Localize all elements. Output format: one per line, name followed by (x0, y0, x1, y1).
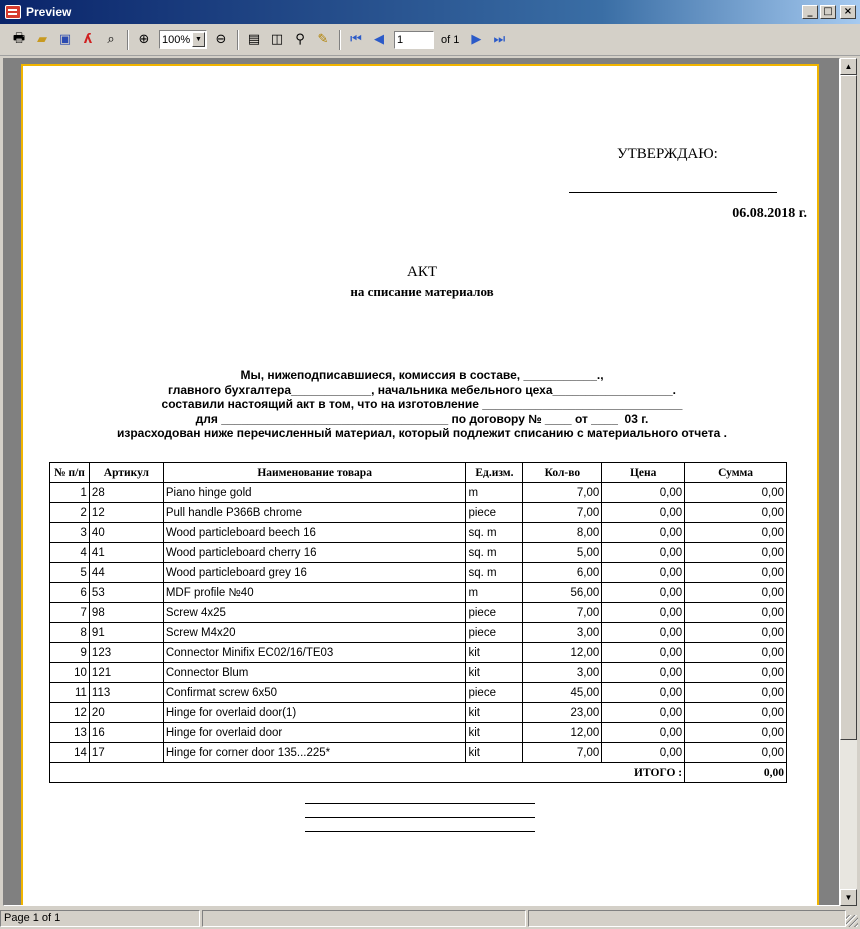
cell-no: 8 (50, 623, 90, 643)
cell-sum: 0,00 (685, 723, 787, 743)
cell-no: 9 (50, 643, 90, 663)
page-number-input[interactable] (394, 31, 434, 49)
cell-sum: 0,00 (685, 543, 787, 563)
cell-price: 0,00 (602, 723, 685, 743)
cell-no: 6 (50, 583, 90, 603)
col-header-article: Артикул (89, 463, 163, 483)
signature-line (305, 817, 535, 831)
table-row (50, 563, 787, 583)
cell-sum: 0,00 (685, 503, 787, 523)
toolbar-separator (127, 30, 129, 50)
cell-no: 1 (50, 483, 90, 503)
cell-article: 41 (89, 543, 163, 563)
cell-unit: kit (466, 643, 523, 663)
intro-text (23, 368, 821, 441)
signature-line (305, 803, 535, 817)
cell-name: Wood particleboard beech 16 (163, 523, 466, 543)
document-subtitle: на списание материалов (350, 284, 494, 299)
cell-article: 91 (89, 623, 163, 643)
cell-name: Connector Minifix EC02/16/TE03 (163, 643, 466, 663)
preview-workspace[interactable] (3, 58, 840, 906)
table-row (50, 723, 787, 743)
outline-icon[interactable]: ◫ (270, 32, 284, 47)
table-row (50, 663, 787, 683)
cell-unit: m (466, 483, 523, 503)
status-cell (528, 910, 846, 927)
cell-qty: 3,00 (523, 663, 602, 683)
table-row (50, 643, 787, 663)
document-title: АКТ (407, 264, 437, 280)
cell-name: Pull handle P366B chrome (163, 503, 466, 523)
table-row (50, 523, 787, 543)
prev-page-icon[interactable]: ◀ (374, 32, 384, 47)
table-row (50, 583, 787, 603)
cell-qty: 7,00 (523, 483, 602, 503)
cell-name: Piano hinge gold (163, 483, 466, 503)
cell-sum: 0,00 (685, 603, 787, 623)
signature-line (305, 831, 535, 845)
cell-no: 14 (50, 743, 90, 763)
maximize-button[interactable]: □ (820, 5, 836, 19)
cell-unit: sq. m (466, 563, 523, 583)
chevron-down-icon[interactable]: ▼ (192, 32, 205, 47)
table-row (50, 543, 787, 563)
window-controls (802, 5, 856, 19)
first-page-icon[interactable]: ⏮ (350, 32, 362, 47)
zoom-in-icon[interactable]: ⊕ (138, 32, 150, 47)
cell-price: 0,00 (602, 643, 685, 663)
title-bar (0, 0, 860, 24)
cell-name: Confirmat screw 6x50 (163, 683, 466, 703)
cell-qty: 12,00 (523, 643, 602, 663)
cell-unit: kit (466, 723, 523, 743)
table-row (50, 683, 787, 703)
table-row (50, 743, 787, 763)
open-folder-icon[interactable]: ▰ (37, 32, 47, 47)
cell-article: 28 (89, 483, 163, 503)
intro-line: для __________________________________ по договору № ____ от ____ 03 г. (195, 411, 649, 426)
cell-article: 53 (89, 583, 163, 603)
cell-name: Screw M4x20 (163, 623, 466, 643)
cell-name: MDF profile №40 (163, 583, 466, 603)
cell-unit: sq. m (466, 543, 523, 563)
cell-name: Hinge for corner door 135...225* (163, 743, 466, 763)
cell-unit: piece (466, 683, 523, 703)
cell-price: 0,00 (602, 523, 685, 543)
cell-sum: 0,00 (685, 663, 787, 683)
scroll-down-icon[interactable]: ▼ (840, 889, 857, 906)
cell-qty: 5,00 (523, 543, 602, 563)
cell-price: 0,00 (602, 623, 685, 643)
cell-qty: 7,00 (523, 743, 602, 763)
cell-sum: 0,00 (685, 483, 787, 503)
cell-article: 121 (89, 663, 163, 683)
cell-qty: 7,00 (523, 503, 602, 523)
status-bar (0, 908, 860, 929)
cell-price: 0,00 (602, 483, 685, 503)
total-label: ИТОГО : (50, 763, 685, 783)
cell-sum: 0,00 (685, 623, 787, 643)
table-row (50, 503, 787, 523)
cell-price: 0,00 (602, 563, 685, 583)
cell-unit: sq. m (466, 523, 523, 543)
cell-article: 123 (89, 643, 163, 663)
intro-line: составили настоящий акт в том, что на изготовление ______________________________ (161, 397, 683, 411)
status-cell (202, 910, 526, 927)
table-row (50, 703, 787, 723)
cell-qty: 12,00 (523, 723, 602, 743)
table-row (50, 603, 787, 623)
col-header-price: Цена (602, 463, 685, 483)
cell-name: Screw 4x25 (163, 603, 466, 623)
col-header-sum: Сумма (685, 463, 787, 483)
cell-sum: 0,00 (685, 643, 787, 663)
cell-no: 7 (50, 603, 90, 623)
zoom-value: 100% (162, 33, 191, 46)
approve-signature-line (569, 192, 777, 193)
cell-qty: 7,00 (523, 603, 602, 623)
cell-no: 10 (50, 663, 90, 683)
resize-grip-icon[interactable] (846, 915, 858, 927)
cell-article: 40 (89, 523, 163, 543)
cell-unit: piece (466, 623, 523, 643)
cell-name: Wood particleboard grey 16 (163, 563, 466, 583)
cell-sum: 0,00 (685, 683, 787, 703)
print-icon[interactable]: 🖶 (12, 30, 26, 46)
cell-price: 0,00 (602, 703, 685, 723)
intro-line: главного бухгалтера____________, начальника мебельного цеха__________________. (168, 382, 676, 397)
cell-no: 13 (50, 723, 90, 743)
window-title: Preview (26, 5, 72, 19)
cell-unit: kit (466, 663, 523, 683)
cell-price: 0,00 (602, 683, 685, 703)
intro-line: Мы, нижеподписавшиеся, комиссия в составе, ___________., (240, 368, 604, 382)
cell-sum: 0,00 (685, 743, 787, 763)
cell-article: 17 (89, 743, 163, 763)
materials-table (49, 462, 787, 783)
total-value: 0,00 (685, 763, 787, 783)
page-total-label: of 1 (441, 33, 460, 46)
toolbar-separator (339, 30, 341, 50)
cell-qty: 3,00 (523, 623, 602, 643)
cell-qty: 6,00 (523, 563, 602, 583)
zoom-select[interactable] (159, 30, 207, 49)
last-page-icon[interactable]: ⏭ (493, 32, 506, 47)
table-total-row (50, 763, 787, 783)
cell-qty: 8,00 (523, 523, 602, 543)
cell-no: 5 (50, 563, 90, 583)
cell-price: 0,00 (602, 583, 685, 603)
cell-name: Hinge for overlaid door (163, 723, 466, 743)
cell-sum: 0,00 (685, 523, 787, 543)
cell-article: 113 (89, 683, 163, 703)
cell-unit: m (466, 583, 523, 603)
cell-sum: 0,00 (685, 703, 787, 723)
cell-no: 4 (50, 543, 90, 563)
cell-name: Connector Blum (163, 663, 466, 683)
zoom-out-icon[interactable]: ⊖ (215, 32, 227, 47)
document-date: 06.08.2018 г. (732, 206, 807, 221)
table-header-row (50, 463, 787, 483)
table-row (50, 623, 787, 643)
cell-unit: kit (466, 743, 523, 763)
cell-qty: 45,00 (523, 683, 602, 703)
cell-unit: piece (466, 503, 523, 523)
cell-price: 0,00 (602, 663, 685, 683)
approve-label: УТВЕРЖДАЮ: (617, 146, 718, 162)
toolbar-separator (237, 30, 239, 50)
scrollbar-thumb[interactable] (840, 75, 857, 740)
cell-no: 12 (50, 703, 90, 723)
col-header-qty: Кол-во (523, 463, 602, 483)
cell-article: 98 (89, 603, 163, 623)
page-setup-icon[interactable]: ▤ (247, 32, 261, 47)
scroll-up-icon[interactable]: ▲ (840, 58, 857, 75)
cell-no: 11 (50, 683, 90, 703)
cell-no: 2 (50, 503, 90, 523)
cell-price: 0,00 (602, 503, 685, 523)
cell-article: 16 (89, 723, 163, 743)
cell-unit: kit (466, 703, 523, 723)
next-page-icon[interactable]: ▶ (471, 32, 482, 47)
minimize-button[interactable]: _ (802, 5, 818, 19)
cell-sum: 0,00 (685, 583, 787, 603)
cell-article: 20 (89, 703, 163, 723)
close-button[interactable]: × (840, 5, 856, 19)
col-header-unit: Ед.изм. (466, 463, 523, 483)
cell-qty: 23,00 (523, 703, 602, 723)
cell-price: 0,00 (602, 543, 685, 563)
edit-icon[interactable]: ✎ (317, 32, 329, 47)
status-page: Page 1 of 1 (0, 910, 200, 927)
cell-article: 44 (89, 563, 163, 583)
table-row (50, 483, 787, 503)
intro-line: израсходован ниже перечисленный материал, который подлежит списанию с материального отчета . (116, 426, 728, 440)
app-icon (5, 5, 21, 19)
find-icon[interactable]: ⌕ (107, 32, 115, 47)
cell-article: 12 (89, 503, 163, 523)
thumbnails-icon[interactable]: ⚲ (295, 32, 305, 47)
save-icon[interactable]: ▣ (58, 32, 72, 47)
cell-name: Wood particleboard cherry 16 (163, 543, 466, 563)
col-header-no: № п/п (50, 463, 90, 483)
cell-qty: 56,00 (523, 583, 602, 603)
pdf-export-icon[interactable]: ʎ (83, 32, 93, 47)
report-page (21, 64, 819, 906)
cell-sum: 0,00 (685, 563, 787, 583)
toolbar (0, 24, 860, 56)
col-header-name: Наименование товара (163, 463, 466, 483)
signature-lines (305, 803, 535, 845)
cell-name: Hinge for overlaid door(1) (163, 703, 466, 723)
cell-price: 0,00 (602, 743, 685, 763)
cell-price: 0,00 (602, 603, 685, 623)
cell-no: 3 (50, 523, 90, 543)
cell-unit: piece (466, 603, 523, 623)
vertical-scrollbar[interactable] (840, 58, 857, 906)
